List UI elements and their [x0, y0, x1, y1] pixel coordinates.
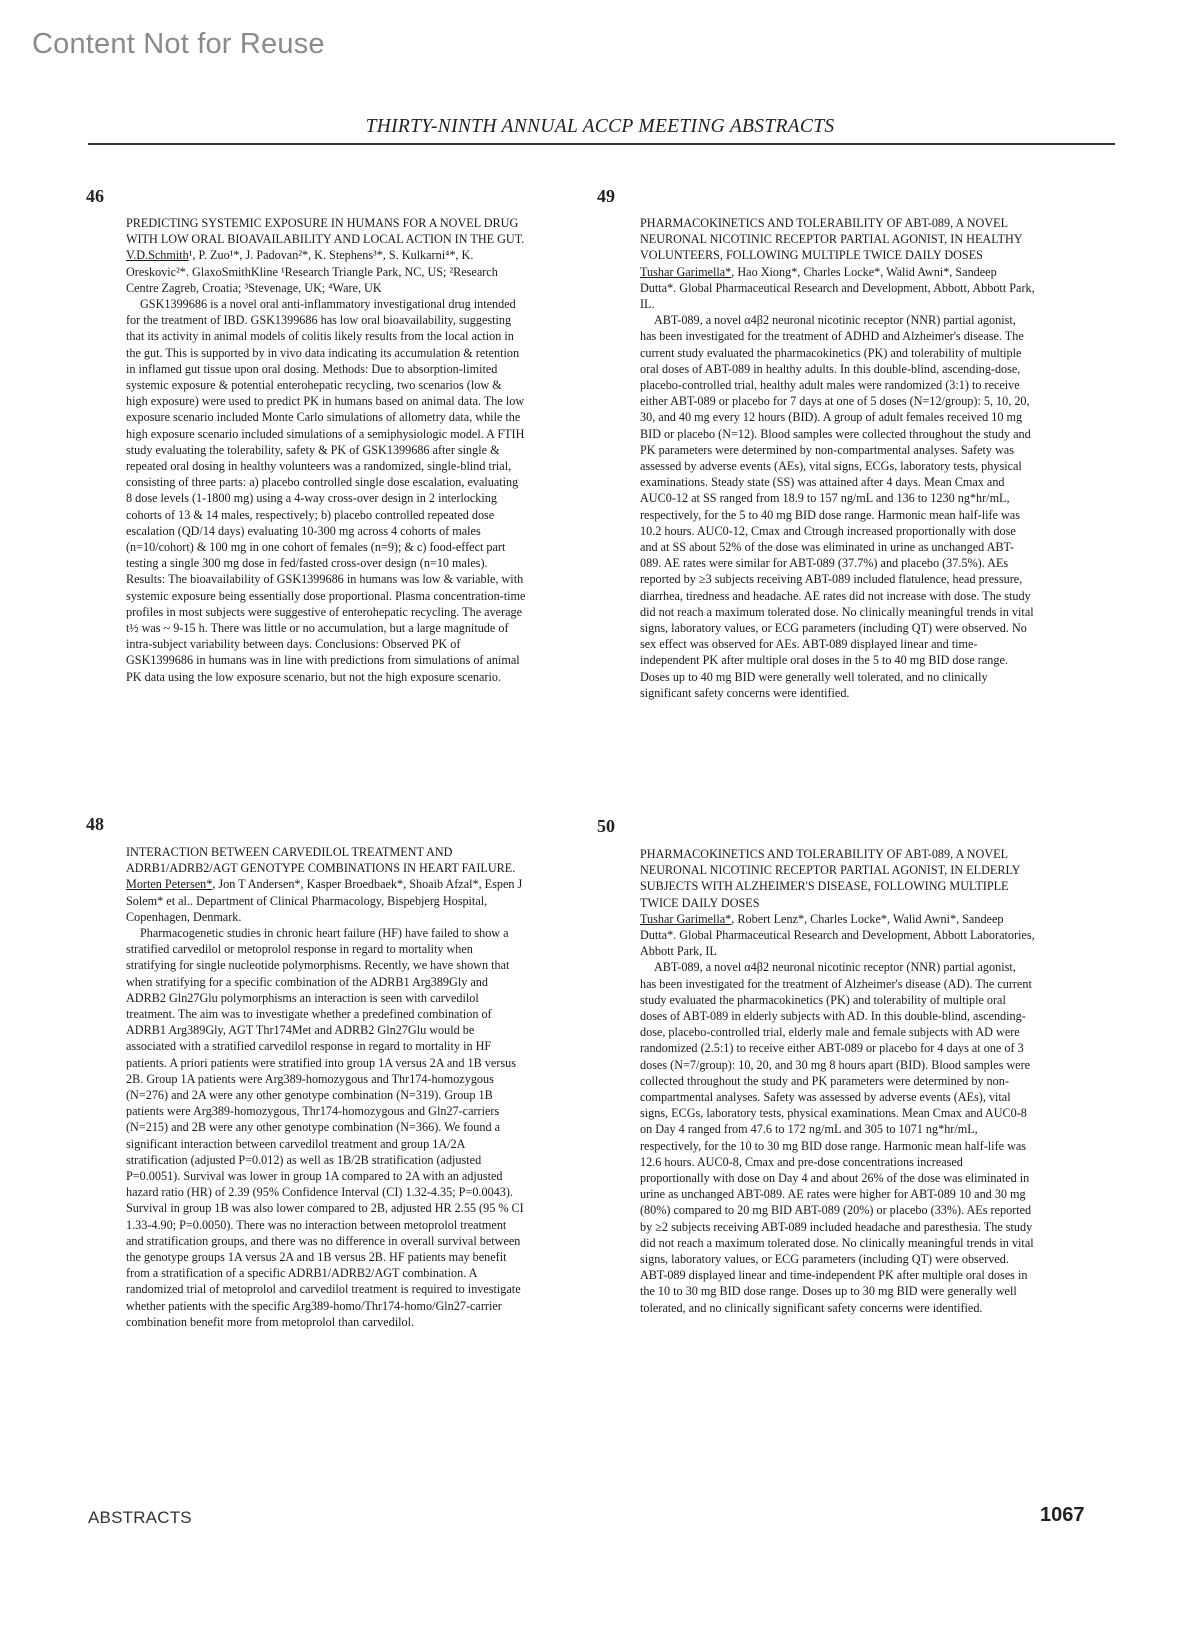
presenter-name: Tushar Garimella* [640, 911, 732, 926]
abstract-number: 49 [597, 186, 615, 206]
abstract-title: PHARMACOKINETICS AND TOLERABILITY OF ABT-089, A NOVEL NEURONAL NICOTINIC RECEPTOR PARTIAL AGONIST, IN ELDERLY SUBJECTS WITH ALZHEIMER'S DISEASE, FOLLOWING MULTIPLE TWICE DAILY DOSES [640, 847, 1021, 910]
affiliation: Global Pharmaceutical Research and Development, Abbott, Abbott Park, IL. [640, 280, 1035, 312]
presenter-name: Morten Petersen* [126, 877, 213, 892]
abstract-body: Pharmacogenetic studies in chronic heart failure (HF) have failed to show a stratified carvedilol or metoprolol response in regard to mortality when stratifying for single nucleotide polymorphisms. Recently, we have shown that when stratifying for a specific combination of the ADRB1 Arg389Gly and ADRB2 Gln27Glu polymorphisms an interaction is seen with carvedilol treatment. The aim was to investigate whether a predefined combination of ADRB1 Arg389Gly, AGT Thr174Met and ADRB2 Gln27Glu would be associated with a stratified carvedilol response in regard to mortality in HF patients. A priori patients were stratified into group 1A versus 2A and 1B versus 2B. Group 1A patients were Arg389-homozygous and Thr174-homozygous (N=276) and 2A were any other genotype combination (N=319). Group 1B patients were Arg389-homozygous, Thr174-homozygous and Gln27-carriers (N=215) and 2B were any other genotype combination (N=366). We found a significant interaction between carvedilol treatment and group 1A/2A stratification (adjusted P=0.012) as well as 1B/2B stratification (adjusted P=0.0051). Survival was lower in group 1A compared to 2A with an adjusted hazard ratio (HR) of 2.39 (95% Confidence Interval (CI) 1.32-4.35; P=0.0043). Survival in group 1B was also lower compared to 2B, adjusted HR 2.55 (95 % CI 1.33-4.90; P=0.0050). There was no interaction between metoprolol treatment and stratification groups, and there was no difference in overall survival between the genotype groups 1A versus 2A and 1B versus 2B. HF patients may benefit from a stratification of a specific ADRB1/ADRB2/AGT combination. A randomized trial of metoprolol and carvedilol treatment is required to investigate whether patients with the specific Arg389-homo/Thr174-homo/Gln27-carrier combination benefit more from metoprolol than carvedilol. [126, 926, 524, 1329]
abstract-46 [126, 215, 526, 685]
footer-section-label: ABSTRACTS [88, 1508, 192, 1527]
author-line [640, 264, 1035, 313]
abstract-body: GSK1399686 is a novel oral anti-inflammatory investigational drug intended for the treatment of IBD. GSK1399686 has low oral bioavailability, suggesting that its activity in animal models of colitis likely results from the local action in the gut. This is supported by in vivo data indicating its accumulation & retention in inflamed gut tissue upon oral dosing. Methods: Due to absorption-limited systemic exposure & potential enterohepatic recycling, two scenarios (low & high exposure) were used to predict PK in humans based on animal data. The low exposure scenario included Monte Carlo simulations of allometry data, while the high exposure scenario included simulations of a semiphysiologic model. A FTIH study evaluating the tolerability, safety & PK of GSK1399686 after single & repeated oral dosing in healthy volunteers was a randomized, single-blind trial, consisting of three parts: a) placebo controlled single dose escalation, evaluating 8 dose levels (1-1800 mg) using a 4-way cross-over design in 2 interlocking cohorts of 13 & 14 males, respectively; b) placebo controlled repeated dose escalation (QD/14 days) evaluating 10-300 mg across 4 cohorts of males (n=10/cohort) & 100 mg in one cohort of females (n=9); & c) food-effect part testing a single 300 mg dose in fed/fasted cross-over design (n=10 males). Results: The bioavailability of GSK1399686 in humans was low & variable, with systemic exposure being essentially dose proportional. Plasma concentration-time profiles in most subjects were suggestive of enterohepatic recycling. The average t½ was ~ 9-15 h. There was little or no accumulation, but a large magnitude of intra-subject variability between days. Conclusions: Observed PK of GSK1399686 in humans was in line with predictions from simulations of animal PK data using the low exposure scenario, but not the high exposure scenario. [126, 297, 526, 684]
author-line [640, 911, 1035, 960]
abstract-body: ABT-089, a novel α4β2 neuronal nicotinic receptor (NNR) partial agonist, has been investigated for the treatment of ADHD and Alzheimer's disease. The current study evaluated the pharmacokinetics (PK) and tolerability of multiple oral doses of ABT-089 in healthy adults. In this double-blind, ascending-dose, placebo-controlled trial, healthy adult males were randomized (3:1) to receive either ABT-089 or placebo for 7 days at one of 5 doses (N=12/group): 5, 10, 20, 30, and 40 mg every 12 hours (BID). A group of adult females received 10 mg BID or placebo (N=12). Blood samples were collected throughout the study and PK parameters were determined by non-compartmental analyses. Safety was assessed by adverse events (AEs), vital signs, ECGs, laboratory tests, physical examinations. Steady state (SS) was attained after 4 days. Mean Cmax and AUC0-12 at SS ranged from 18.9 to 157 ng/mL and 136 to 1230 ng*hr/mL, respectively, for the 5 to 40 mg BID dose range. Harmonic mean half-life was 10.2 hours. AUC0-12, Cmax and Ctrough increased proportionally with dose and at SS about 52% of the dose was eliminated in urine as unchanged ABT-089. AE rates were similar for ABT-089 (37.7%) and placebo (37.5%). AEs reported by ≥3 subjects receiving ABT-089 included flatulence, head pressure, diarrhea, tiredness and headache. AE rates did not increase with dose. The study did not reach a maximum tolerated dose. No clinically meaningful trends in vital signs, laboratory values, or ECG parameters (including QT) were observed. No sex effect was observed for AEs. ABT-089 displayed linear and time-independent PK after multiple oral doses in the 5 to 40 mg BID dose range. Doses up to 40 mg BID were generally well tolerated, and no clinically significant safety concerns were identified. [640, 313, 1034, 700]
author-list: , Jon T Andersen*, Kasper Broedbaek*, Shoaib Afzal*, Espen J Solem* et al.. [126, 877, 523, 908]
abstract-48 [126, 844, 526, 1330]
affiliation: Department of Clinical Pharmacology, Bispebjerg Hospital, Copenhagen, Denmark. [126, 893, 488, 924]
abstract-number: 46 [86, 186, 104, 206]
running-head: THIRTY-NINTH ANNUAL ACCP MEETING ABSTRACTS [365, 116, 835, 137]
author-list: , Hao Xiong*, Charles Locke*, Walid Awni*, Sandeep Dutta*. [640, 264, 997, 295]
abstract-number: 48 [86, 814, 104, 834]
abstract-number: 50 [597, 816, 615, 836]
abstract-title: PREDICTING SYSTEMIC EXPOSURE IN HUMANS FOR A NOVEL DRUG WITH LOW ORAL BIOAVAILABILITY AND LOCAL ACTION IN THE GUT. V.D.Schmith¹, P. Zuo¹*, J. Padovan²*, K. Stephens³*, S. Kulkarni⁴*, K. Oreskovic²*. GlaxoSmithKline ¹Research Triangle Park, NC, US; ²Research Centre Zagreb, Croatia; ³Stevenage, UK; ⁴Ware, UK [126, 216, 525, 295]
watermark-text: Content Not for Reuse [32, 28, 325, 60]
affiliation: Global Pharmaceutical Research and Development, Abbott Laboratories, Abbott Park, IL [640, 928, 1035, 959]
presenter-name: V.D.Schmith [126, 248, 189, 263]
abstract-49 [640, 215, 1035, 701]
abstract-body: ABT-089, a novel α4β2 neuronal nicotinic receptor (NNR) partial agonist, has been investigated for the treatment of Alzheimer's disease (AD). The current study evaluated the pharmacokinetics (PK) and tolerability of multiple oral doses of ABT-089 in elderly subjects with AD. In this double-blind, ascending-dose, placebo-controlled trial, elderly male and female subjects with AD were randomized (2.5:1) to receive either ABT-089 or placebo for 4 days at one of 3 doses (N=7/group): 10, 20, and 30 mg 8 hours apart (BID). Blood samples were collected throughout the study and PK parameters were determined by non-compartmental analyses. Safety was assessed by adverse events (AEs), vital signs, ECGs, laboratory tests, physical examinations. Mean Cmax and AUC0-8 on Day 4 ranged from 47.6 to 172 ng/mL and 305 to 1071 ng*hr/mL, respectively, for the 10 to 30 mg BID dose range. Harmonic mean half-life was 12.6 hours. AUC0-8, Cmax and pre-dose concentrations increased proportionally with dose on Day 4 and about 26% of the dose was eliminated in urine as unchanged ABT-089. AE rates were higher for ABT-089 10 and 30 mg (80%) compared to 20 mg BID ABT-089 (20%) or placebo (33%). AEs reported by ≥2 subjects receiving ABT-089 included headache and paresthesia. The study did not reach a maximum tolerated dose. No clinically meaningful trends in vital signs, laboratory values, or ECG parameters (including QT) were observed. ABT-089 displayed linear and time-independent PK after multiple oral doses in the 10 to 30 mg BID dose range. Doses up to 30 mg BID were generally well tolerated, and no clinically significant safety concerns were identified. [640, 960, 1034, 1315]
affiliation: GlaxoSmithKline ¹Research Triangle Park, NC, US; ²Research Centre Zagreb, Croatia; ³Stevenage, UK; ⁴Ware, UK [126, 264, 498, 295]
header-rule [88, 143, 1115, 145]
author-list: , Robert Lenz*, Charles Locke*, Walid Awni*, Sandeep Dutta*. [640, 911, 1004, 943]
presenter-name: Tushar Garimella* [640, 264, 732, 279]
author-list: ¹, P. Zuo¹*, J. Padovan²*, K. Stephens³*, S. Kulkarni⁴*, K. Oreskovic²*. [126, 248, 474, 279]
abstract-title: PHARMACOKINETICS AND TOLERABILITY OF ABT-089, A NOVEL NEURONAL NICOTINIC RECEPTOR PARTIAL AGONIST, IN HEALTHY VOLUNTEERS, FOLLOWING MULTIPLE TWICE DAILY DOSES [640, 216, 1023, 263]
abstract-title: INTERACTION BETWEEN CARVEDILOL TREATMENT AND ADRB1/ADRB2/AGT GENOTYPE COMBINATIONS IN HEART FAILURE. Morten Petersen*, Jon T Andersen*, Kasper Broedbaek*, Shoaib Afzal*, Espen J Solem* et al.. Department of Clinical Pharmacology, Bispebjerg Hospital, Copenhagen, Denmark. [126, 845, 523, 924]
abstract-50 [640, 846, 1035, 1316]
page-number: 1067 [1040, 1504, 1085, 1526]
